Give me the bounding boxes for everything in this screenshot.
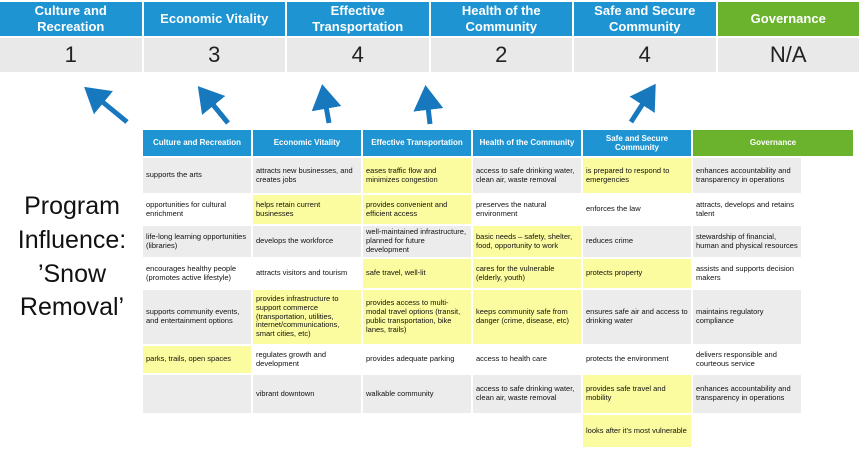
up-arrow-icon (426, 90, 430, 124)
table-cell (693, 415, 801, 447)
table-cell: enforces the law (586, 204, 641, 214)
table-row (143, 346, 853, 373)
table-cell: attracts, develops and retains talent (696, 199, 794, 218)
scoreboard-header: Safe and Secure Community (574, 2, 716, 36)
table-row (143, 375, 853, 413)
scoreboard-header: Health of the Community (431, 2, 573, 36)
scoreboard-column-economic-vitality (144, 2, 286, 72)
table-cell: enhances accountability and transparency in operations (693, 375, 801, 413)
table-header-health-of-the-community: Health of the Community (473, 130, 581, 156)
program-title: Program Influence: ’Snow Removal’ (17, 192, 127, 322)
table-header-culture-and-recreation: Culture and Recreation (143, 130, 251, 156)
table-filler-cell (803, 226, 853, 257)
table-cell: provides infrastructure to support commerce (transportation, utilities, internet/communications, smart cities, etc) (253, 290, 361, 344)
scoreboard-value: 1 (0, 38, 142, 72)
influence-table-body (143, 158, 853, 447)
scoreboard-value: 2 (431, 38, 573, 72)
table-cell: preserves the natural environment (476, 199, 547, 218)
scoreboard-column-effective-transportation (287, 2, 429, 72)
table-cell (253, 415, 361, 447)
up-arrow-icon (201, 90, 228, 123)
scoreboard-header: Effective Transportation (287, 2, 429, 36)
table-cell: eases traffic flow and minimizes congestion (363, 158, 471, 193)
table-header-safe-and-secure-community: Safe and Secure Community (583, 130, 691, 156)
table-row (143, 226, 853, 257)
table-cell: supports the arts (143, 158, 251, 193)
table-cell (143, 415, 251, 447)
table-filler-cell (803, 195, 853, 224)
table-cell: delivers responsible and courteous service (696, 349, 777, 368)
scoreboard-header: Governance (718, 2, 859, 36)
up-arrow-icon (323, 89, 329, 123)
arrows-layer (0, 78, 859, 130)
scoreboard (0, 2, 859, 72)
scoreboard-value: 3 (144, 38, 286, 72)
table-cell: vibrant downtown (253, 375, 361, 413)
table-row (143, 290, 853, 344)
table-filler-cell (803, 346, 853, 373)
table-cell: life-long learning opportunities (libraries) (143, 226, 251, 257)
table-cell: access to safe drinking water, clean air, waste removal (473, 158, 581, 193)
table-filler-cell (803, 259, 853, 288)
up-arrow-icon (631, 88, 653, 122)
table-cell: attracts visitors and tourism (256, 268, 348, 278)
table-filler-cell (803, 415, 853, 447)
table-cell: assists and supports decision makers (696, 263, 794, 282)
scoreboard-column-safe-and-secure-community (574, 2, 716, 72)
table-cell: access to health care (476, 354, 547, 364)
scoreboard-value: 4 (287, 38, 429, 72)
table-cell: maintains regulatory compliance (693, 290, 801, 344)
table-cell: protects the environment (586, 354, 669, 364)
scoreboard-value: N/A (718, 38, 859, 72)
table-cell (473, 415, 581, 447)
table-cell: looks after it’s most vulnerable (583, 415, 691, 447)
table-cell: cares for the vulnerable (elderly, youth) (473, 259, 581, 288)
table-cell: access to safe drinking water, clean air, waste removal (473, 375, 581, 413)
table-cell: encourages healthy people (promotes active lifestyle) (146, 263, 237, 282)
up-arrow-icon (88, 90, 127, 122)
table-cell: develops the workforce (253, 226, 361, 257)
table-filler-cell (803, 158, 853, 193)
table-cell: safe travel, well-lit (363, 259, 471, 288)
table-cell: provides adequate parking (366, 354, 455, 364)
table-cell: helps retain current businesses (253, 195, 361, 224)
table-cell: opportunities for cultural enrichment (146, 199, 227, 218)
table-cell: provides access to multi-modal travel options (transit, public transportation, bike lanes, trails) (363, 290, 471, 344)
table-cell: is prepared to respond to emergencies (583, 158, 691, 193)
table-cell: protects property (583, 259, 691, 288)
table-cell: parks, trails, open spaces (143, 346, 251, 373)
table-cell (143, 375, 251, 413)
table-cell: enhances accountability and transparency in operations (693, 158, 801, 193)
table-cell: regulates growth and development (256, 349, 327, 368)
scoreboard-column-culture-and-recreation (0, 2, 142, 72)
table-cell: provides convenient and efficient access (363, 195, 471, 224)
scoreboard-value: 4 (574, 38, 716, 72)
scoreboard-column-governance (718, 2, 859, 72)
table-filler-cell (803, 375, 853, 413)
table-cell: basic needs – safety, shelter, food, opportunity to work (473, 226, 581, 257)
table-cell: provides safe travel and mobility (583, 375, 691, 413)
table-cell: supports community events, and entertainment options (143, 290, 251, 344)
influence-table (141, 128, 855, 449)
table-row (143, 259, 853, 288)
scoreboard-column-health-of-the-community (431, 2, 573, 72)
table-filler-cell (803, 290, 853, 344)
table-cell: walkable community (363, 375, 471, 413)
table-cell: ensures safe air and access to drinking water (583, 290, 691, 344)
table-cell: stewardship of financial, human and physical resources (693, 226, 801, 257)
table-header-economic-vitality: Economic Vitality (253, 130, 361, 156)
influence-table-head (143, 130, 853, 156)
table-cell: well-maintained infrastructure, planned for future development (363, 226, 471, 257)
table-row (143, 195, 853, 224)
scoreboard-header: Culture and Recreation (0, 2, 142, 36)
scoreboard-header: Economic Vitality (144, 2, 286, 36)
table-cell: reduces crime (583, 226, 691, 257)
table-row (143, 158, 853, 193)
table-header-effective-transportation: Effective Transportation (363, 130, 471, 156)
table-row (143, 415, 853, 447)
table-cell: attracts new businesses, and creates jobs (253, 158, 361, 193)
table-header-governance: Governance (693, 130, 853, 156)
table-cell (363, 415, 471, 447)
table-cell: keeps community safe from danger (crime, disease, etc) (473, 290, 581, 344)
